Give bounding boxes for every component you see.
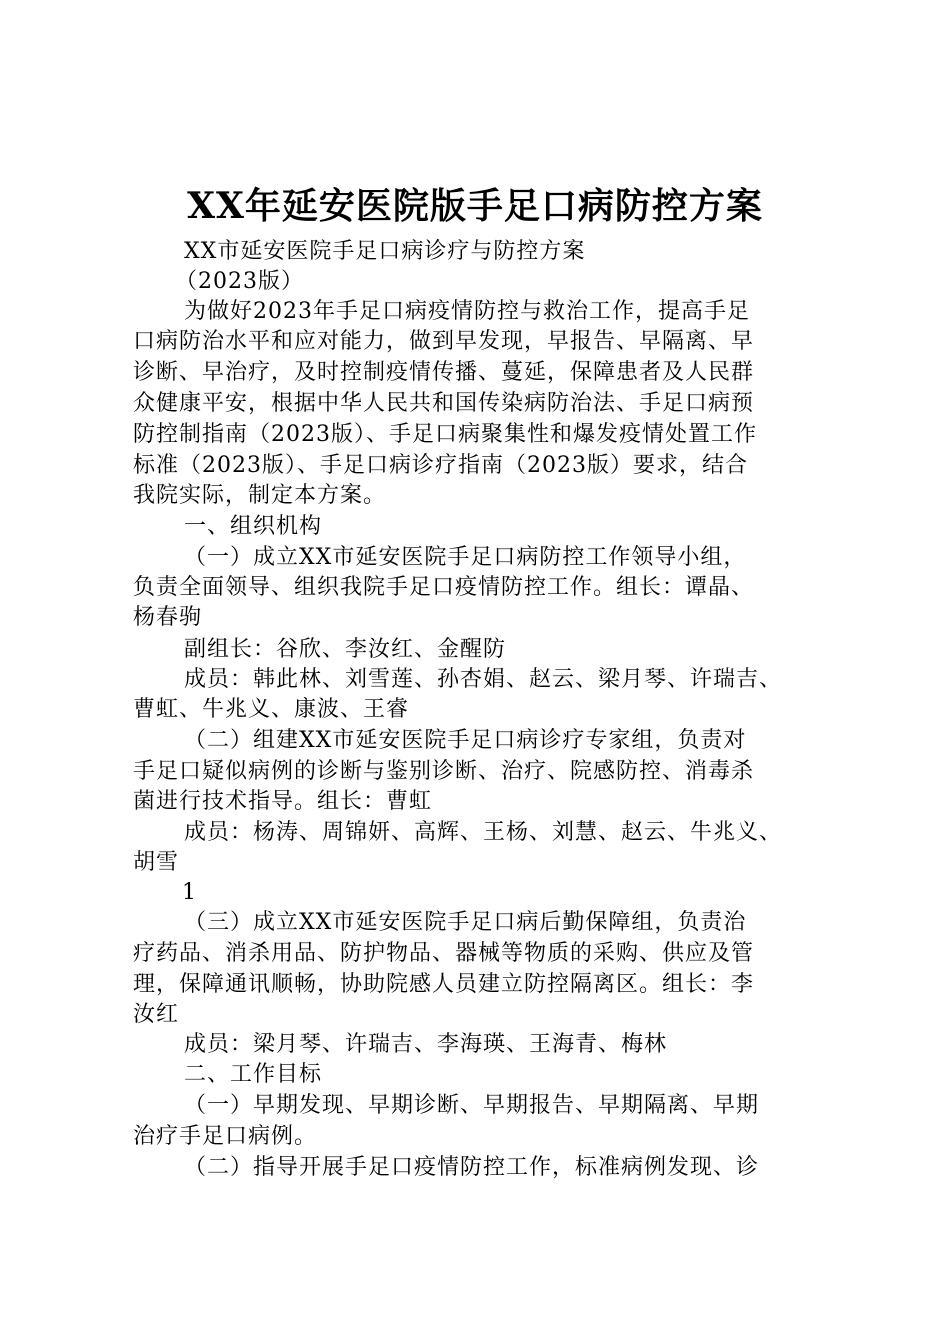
paragraph-line: 标准（2023版）、手足口病诊疗指南（2023版）要求，结合 [133,453,748,478]
paragraph-line: （二）指导开展手足口疫情防控工作，标准病例发现、诊 [184,1155,760,1180]
paragraph-line: （一）成立XX市延安医院手足口病防控工作领导小组， [184,545,747,570]
paragraph-line: 胡雪 [133,850,180,875]
paragraph-line: （一）早期发现、早期诊断、早期报告、早期隔离、早期 [184,1093,760,1118]
paragraph-line: 治疗手足口病例。 [133,1124,318,1149]
paragraph-line: 菌进行技术指导。组长：曹虹 [133,789,433,814]
paragraph-line: 防控制指南（2023版）、手足口病聚集性和爆发疫情处置工作 [133,422,757,447]
paragraph-line: 曹虹、牛兆义、康波、王睿 [133,697,410,722]
paragraph-line: 口病防治水平和应对能力，做到早发现，早报告、早隔离、早 [133,329,755,354]
section-heading: 一、组织机构 [184,514,323,539]
paragraph-line: 副组长：谷欣、李汝红、金醒防 [184,637,507,662]
paragraph-line: 成员：杨涛、周锦妍、高辉、王杨、刘慧、赵云、牛兆义、 [184,820,783,845]
paragraph-line: （三）成立XX市延安医院手足口病后勤保障组，负责治 [184,910,747,935]
paragraph-line: （二）组建XX市延安医院手足口病诊疗专家组，负责对 [184,728,747,753]
paragraph-line: 理，保障通讯顺畅，协助院感人员建立防控隔离区。组长：李 [133,972,755,997]
paragraph-line: 汝红 [133,1002,180,1027]
paragraph-line: 疗药品、消杀用品、防护物品、器械等物质的采购、供应及管 [133,941,755,966]
document-title: XX年延安医院版手足口病防控方案 [187,185,763,227]
paragraph-line: 负责全面领导、组织我院手足口疫情防控工作。组长：谭晶、 [133,575,755,600]
paragraph-line: 我院实际，制定本方案。 [133,483,387,508]
paragraph-line: 杨春驹 [133,605,203,630]
paragraph-line: 为做好2023年手足口病疫情防控与救治工作，提高手足 [184,299,750,324]
paragraph-line: 众健康平安，根据中华人民共和国传染病防治法、手足口病预 [133,391,755,416]
section-heading: 二、工作目标 [184,1062,323,1087]
paragraph-line: 成员：梁月琴、许瑞吉、李海瑛、王海青、梅林 [184,1032,668,1057]
paragraph-line: 诊断、早治疗，及时控制疫情传播、蔓延，保障患者及人民群 [133,360,755,385]
page-number: 1 [182,880,197,905]
subtitle: XX市延安医院手足口病诊疗与防控方案 [184,239,586,264]
paragraph-line: 手足口疑似病例的诊断与鉴别诊断、治疗、院感防控、消毒杀 [133,759,755,784]
paragraph-line: 成员：韩此林、刘雪莲、孙杏娟、赵云、梁月琴、许瑞吉、 [184,667,783,692]
version-note: （2023版） [175,269,304,294]
